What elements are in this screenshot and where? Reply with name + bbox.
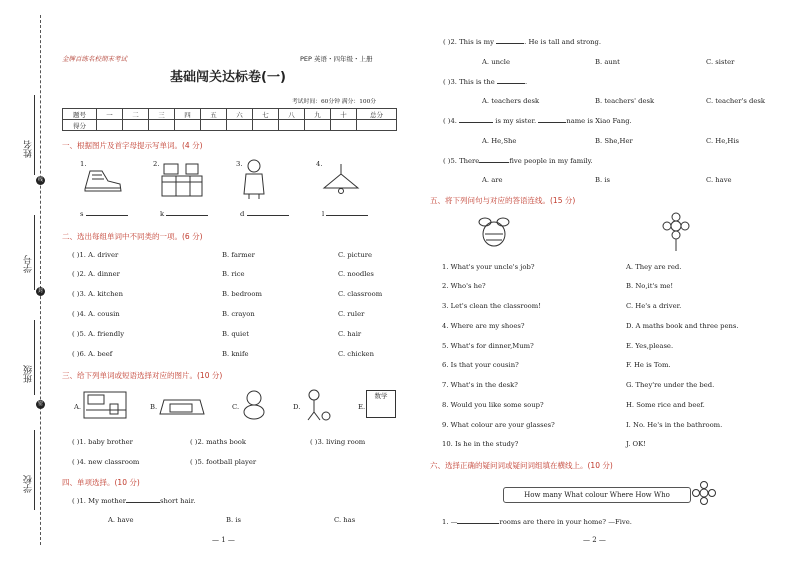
match-answer[interactable]: E. Yes,please.	[626, 342, 674, 350]
match-answer[interactable]: H. Some rice and beef.	[626, 401, 705, 409]
bee-icon	[477, 214, 511, 250]
pic-label-c: C.	[232, 403, 240, 411]
sec2-opt-b[interactable]: B. farmer	[222, 251, 255, 259]
score-cell: 题号	[63, 109, 97, 120]
mc-q2-opt-b[interactable]: B. aunt	[595, 58, 620, 66]
score-input-cell[interactable]	[123, 120, 149, 131]
score-input-cell[interactable]	[305, 120, 331, 131]
sec2-opt-c[interactable]: C. ruler	[338, 310, 365, 318]
score-cell: 一	[97, 109, 123, 120]
sec3-q1[interactable]: ( )1. baby brother	[72, 438, 133, 446]
mc-q2-opt-c[interactable]: C. sister	[706, 58, 735, 66]
match-question[interactable]: 5. What's for dinner,Mum?	[442, 342, 534, 350]
mc-q5-opt-c[interactable]: C. have	[706, 176, 732, 184]
student-id-label: 学号	[24, 255, 34, 273]
score-input-cell[interactable]	[149, 120, 175, 131]
section-5-title: 五、将下列问句与对应的答语连线。(15 分)	[430, 196, 576, 205]
pic-label-d: D.	[293, 403, 301, 411]
kitchen-icon	[160, 162, 204, 198]
section-3-title: 三、给下列单词或短语选择对应的图片。(10 分)	[62, 371, 223, 380]
sec3-q3[interactable]: ( )3. living room	[310, 438, 366, 446]
mc-q3-opt-b[interactable]: B. teachers' desk	[595, 97, 655, 105]
score-input-cell[interactable]	[201, 120, 227, 131]
pic-number: 4.	[316, 160, 323, 168]
mc-q3-opt-a[interactable]: A. teachers desk	[482, 97, 540, 105]
score-cell: 十	[331, 109, 357, 120]
score-cell: 得分	[63, 120, 97, 131]
sec4-q1-opt-c[interactable]: C. has	[334, 516, 356, 524]
school-label: 学校	[24, 475, 34, 493]
pic-label-b: B.	[150, 403, 158, 411]
pic-label-a: A.	[74, 403, 82, 411]
mc-q4-opt-c[interactable]: C. He,His	[706, 137, 739, 145]
class-underline	[34, 320, 35, 395]
mc-q4-opt-b[interactable]: B. She,Her	[595, 137, 633, 145]
flower-decoration-icon	[692, 481, 716, 505]
match-answer[interactable]: G. They're under the bed.	[626, 381, 715, 389]
section-2-title: 二、选出每组单词中不同类的一项。(6 分)	[62, 232, 203, 241]
mc-q4-opt-a[interactable]: A. He,She	[482, 137, 517, 145]
sec2-opt-c[interactable]: C. classroom	[338, 290, 383, 298]
score-input-cell[interactable]	[175, 120, 201, 131]
score-cell: 二	[123, 109, 149, 120]
school-underline	[34, 430, 35, 510]
sec2-opt-c[interactable]: C. hair	[338, 330, 362, 338]
match-question[interactable]: 8. Would you like some soup?	[442, 401, 544, 409]
hint-letter-1: s	[80, 210, 128, 218]
score-input-cell[interactable]	[227, 120, 253, 131]
match-answer[interactable]: I. No. He's in the bathroom.	[626, 421, 723, 429]
seal-seal: 封	[37, 288, 43, 294]
sec2-q4[interactable]: ( )4. A. cousin	[72, 310, 120, 318]
sec4-q1-opt-a[interactable]: A. have	[108, 516, 134, 524]
score-cell: 四	[175, 109, 201, 120]
class-label: 班级	[24, 365, 34, 383]
score-table	[62, 108, 397, 131]
score-header-row	[63, 109, 397, 120]
score-input-cell[interactable]	[357, 120, 397, 131]
sec4-q1[interactable]: ( )1. My mother short hair.	[72, 497, 196, 505]
maths-book-text: 数学	[374, 392, 388, 400]
sec2-opt-c[interactable]: C. noodles	[338, 270, 374, 278]
mc-q5-opt-a[interactable]: A. are	[482, 176, 503, 184]
hint-letter-4: l	[322, 210, 368, 218]
exam-meta: 考试时间：60分钟 满分：100分	[292, 99, 377, 105]
sec2-q1[interactable]: ( )1. A. driver	[72, 251, 119, 259]
mc-q5-opt-b[interactable]: B. is	[595, 176, 610, 184]
sec3-q5[interactable]: ( )5. football player	[190, 458, 257, 466]
sec3-q2[interactable]: ( )2. maths book	[190, 438, 247, 446]
score-input-cell[interactable]	[97, 120, 123, 131]
score-cell: 六	[227, 109, 253, 120]
match-answer[interactable]: C. He's a driver.	[626, 302, 682, 310]
doctor-icon	[240, 158, 270, 200]
sec2-opt-b[interactable]: B. rice	[222, 270, 245, 278]
score-input-cell[interactable]	[279, 120, 305, 131]
sec4-q1-opt-b[interactable]: B. is	[226, 516, 241, 524]
sec2-q5[interactable]: ( )5. A. friendly	[72, 330, 125, 338]
sec2-opt-b[interactable]: B. quiet	[222, 330, 249, 338]
match-question[interactable]: 3. Let's clean the classroom!	[442, 302, 541, 310]
mc-q3[interactable]: ( )3. This is the .	[443, 78, 528, 86]
match-question[interactable]: 2. Who's he?	[442, 282, 486, 290]
match-question[interactable]: 1. What's your uncle's job?	[442, 263, 535, 271]
mc-q3-opt-c[interactable]: C. teacher's desk	[706, 97, 766, 105]
match-answer[interactable]: J. OK!	[626, 440, 646, 448]
score-cell: 五	[201, 109, 227, 120]
living-room-icon	[158, 392, 206, 418]
sec3-q4[interactable]: ( )4. new classroom	[72, 458, 140, 466]
sec2-opt-c[interactable]: C. picture	[338, 251, 372, 259]
sec2-q6[interactable]: ( )6. A. beef	[72, 350, 113, 358]
pic-number: 3.	[236, 160, 243, 168]
match-question[interactable]: 4. Where are my shoes?	[442, 322, 525, 330]
baby-icon	[240, 388, 268, 420]
name-underline	[34, 95, 35, 175]
pic-number: 2.	[153, 160, 160, 168]
mc-q5[interactable]: ( )5. There five people in my family.	[443, 157, 593, 165]
section-4-title: 四、单项选择。(10 分)	[62, 478, 140, 487]
match-question[interactable]: 6. Is that your cousin?	[442, 361, 519, 369]
hint-letter-2: k	[160, 210, 208, 218]
pic-label-e: E.	[358, 403, 366, 411]
football-player-icon	[302, 388, 332, 422]
match-question[interactable]: 9. What colour are your glasses?	[442, 421, 555, 429]
page-number-left: — 1 —	[212, 536, 235, 544]
sec2-q2[interactable]: ( )2. A. dinner	[72, 270, 120, 278]
section-6-title: 六、选择正确的疑问词或疑问词组填在横线上。(10 分)	[430, 461, 613, 470]
binding-margin	[0, 0, 50, 562]
name-label: 姓名	[24, 140, 34, 158]
hint-letter-3: d	[240, 210, 289, 218]
sec6-q1[interactable]: 1. — rooms are there in your home? —Five.	[442, 518, 632, 526]
flower-icon	[660, 212, 692, 252]
mc-q2-opt-a[interactable]: A. uncle	[482, 58, 510, 66]
match-answer[interactable]: A. They are red.	[626, 263, 682, 271]
score-cell: 七	[253, 109, 279, 120]
classroom-icon	[82, 390, 128, 420]
word-bank: How many What colour Where How Who	[503, 487, 691, 503]
publisher-badge: 金牌百练名校期末考试	[62, 55, 127, 63]
match-answer[interactable]: F. He is Tom.	[626, 361, 671, 369]
series-label: PEP 英语・四年级・上册	[300, 55, 373, 63]
match-answer[interactable]: D. A maths book and three pens.	[626, 322, 739, 330]
mc-q4[interactable]: ( )4. is my sister. name is Xiao Fang.	[443, 117, 632, 125]
score-cell: 三	[149, 109, 175, 120]
seal-line: 线	[37, 177, 43, 183]
page-title: 基础闯关达标卷(一)	[170, 70, 286, 85]
score-cell: 九	[305, 109, 331, 120]
mc-q2[interactable]: ( )2. This is my . He is tall and strong.	[443, 38, 602, 46]
match-question[interactable]: 10. Is he in the study?	[442, 440, 519, 448]
score-value-row	[63, 120, 397, 131]
sec2-opt-b[interactable]: B. bedroom	[222, 290, 262, 298]
sec2-opt-c[interactable]: C. chicken	[338, 350, 374, 358]
page-number-right: — 2 —	[583, 536, 606, 544]
section-1-title: 一、根据图片及首字母提示写单词。(4 分)	[62, 141, 203, 150]
match-question[interactable]: 7. What's in the desk?	[442, 381, 518, 389]
maths-book-icon	[366, 390, 396, 418]
shoe-icon	[82, 165, 124, 195]
sec2-opt-b[interactable]: B. knife	[222, 350, 249, 358]
score-input-cell[interactable]	[253, 120, 279, 131]
lamp-icon	[320, 164, 362, 194]
seal-secret: 密	[37, 401, 43, 407]
match-answer[interactable]: B. No,it's me!	[626, 282, 674, 290]
sec2-q3[interactable]: ( )3. A. kitchen	[72, 290, 123, 298]
student-id-underline	[34, 215, 35, 290]
score-input-cell[interactable]	[331, 120, 357, 131]
binding-dashed-line	[40, 15, 41, 545]
score-cell: 八	[279, 109, 305, 120]
pic-number: 1.	[80, 160, 87, 168]
score-cell: 总分	[357, 109, 397, 120]
sec2-opt-b[interactable]: B. crayon	[222, 310, 255, 318]
